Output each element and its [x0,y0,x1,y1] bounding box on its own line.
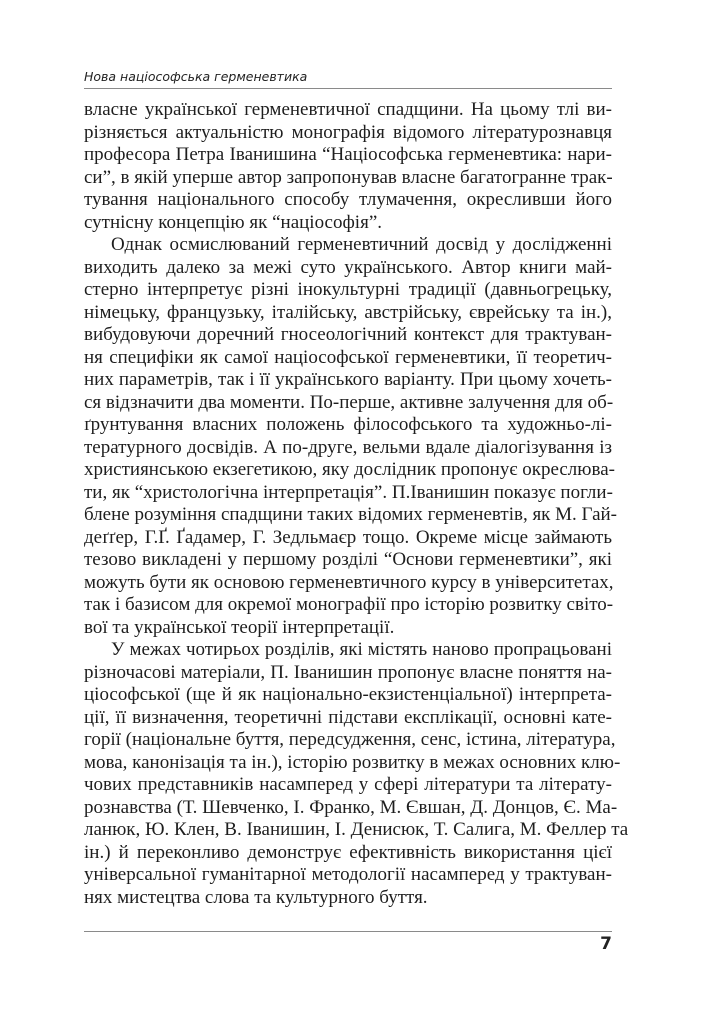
text-line: нях мистецтва слова та культурного буття. [84,886,428,908]
text-line: рознавства (Т. Шевченко, І. Франко, М. Євшан, Д. Донцов, Є. Ма- [84,796,618,818]
text-line: Однак осмислюваний герменевтичний досвід у дослідженні [111,234,612,255]
paragraph [84,99,612,234]
text-line: них параметрів, так і її українського варіанту. При цьому хочеть- [84,369,612,390]
text-line: ся відзначити два моменти. По-перше, активне залучення для об- [84,391,614,413]
text-line: можуть бути як основою герменевтичного курсу в університетах, [84,571,614,593]
text-line: сутнісну концепцію як “націософія”. [84,211,382,233]
running-header: Нова націософська герменевтика [84,68,612,89]
paragraph [84,639,629,909]
text-line: мова, канонізація та ін.), історію розвитку в межах основних клю- [84,751,621,773]
text-line: вої та української теорії інтерпретації. [84,616,395,638]
text-line: різночасові матеріали, П. Іванишин пропонує власне поняття на- [84,661,612,683]
text-line: чових представників насамперед у сфері літератури та літерату- [84,774,612,795]
text-line: ін.) й переконливо демонструє ефективність використання цієї [84,841,612,863]
text-line: У межах чотирьох розділів, які містять наново пропрацьовані [111,639,612,660]
text-line: блене розуміння спадщини таких відомих герменевтів, як М. Гай- [84,504,617,525]
text-line: власне української герменевтичної спадщини. На цьому тлі ви- [84,99,612,120]
text-line: ціософської (ще й як національно-екзистенціальної) інтерпрета- [84,684,612,705]
text-line: ції, її визначення, теоретичні підстави експлікації, основні кате- [84,706,612,728]
text-line: тературного досвідів. А по-друге, вельми вдале діалогізування із [84,436,612,458]
text-line: так і базисом для окремої монографії про історію розвитку світо- [84,594,614,615]
text-line: різняється актуальністю монографія відомого літературознавця [84,121,612,143]
body-text [84,99,629,909]
text-line: ти, як “христологічна інтерпретація”. П.Іванишин показує погли- [84,481,613,503]
text-line: ланюк, Ю. Клен, В. Іванишин, І. Денисюк, Т. Салига, М. Феллер та [84,819,629,840]
text-line: християнською екзегетикою, яку дослідник пропонує окреслюва- [84,459,615,480]
text-line: професора Петра Іванишина “Націософська герменевтика: нари- [84,144,612,165]
text-line: тезово викладені у першому розділі “Основи герменевтики”, які [84,549,612,570]
page-number: 7 [600,934,612,954]
text-line: стерно інтерпретує різні інокультурні традиції (давньогрецьку, [84,279,612,300]
text-line: горії (національне буття, передсудження, сенс, істина, література, [84,729,616,750]
text-line: виходить далеко за межі суто українського. Автор книги май- [84,256,612,278]
paragraph [84,234,617,639]
text-line: тування національного способу тлумачення, окресливши його [84,189,612,210]
text-line: вибудовуючи доречний гносеологічний контекст для трактуван- [84,324,612,345]
text-line: німецьку, французьку, італійську, австрійську, єврейську та ін.), [84,301,612,323]
text-line: ґрунтування власних положень філософського та художньо-лі- [84,414,612,435]
footer-divider [84,931,612,932]
text-line: деґґер, Г.Ґ. Ґадамер, Г. Зедльмаєр тощо. Окреме місце займають [84,526,612,548]
text-line: ня специфіки як самої націософської герменевтики, її теоретич- [84,346,612,368]
text-line: універсальної гуманітарної методології насамперед у трактуван- [84,864,612,885]
text-line: си”, в якій уперше автор запропонував власне багатогранне трак- [84,166,613,188]
